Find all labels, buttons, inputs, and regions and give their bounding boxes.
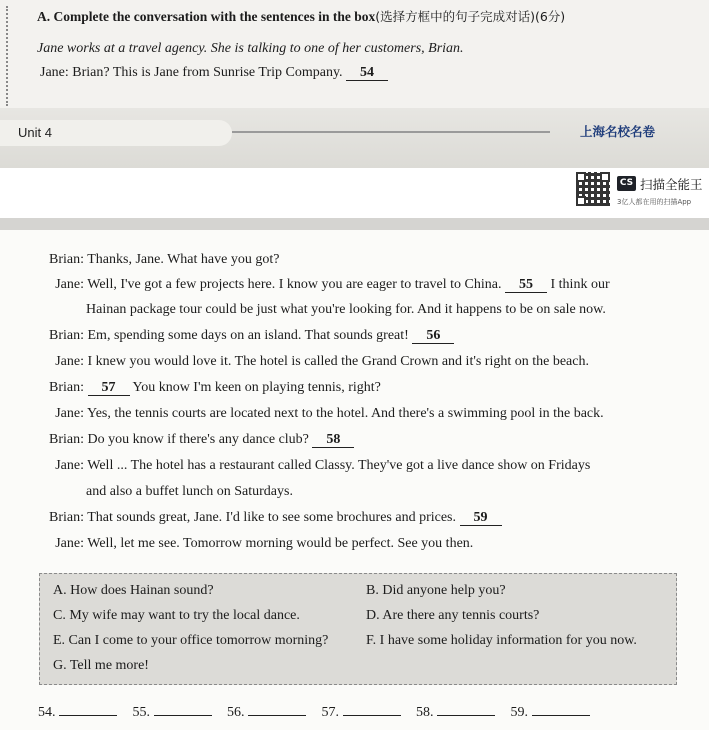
answer-55[interactable]	[133, 703, 212, 721]
scanner-name: 扫描全能王	[640, 177, 703, 192]
answer-56[interactable]	[227, 703, 306, 721]
answer-number: 58.	[416, 705, 434, 720]
dialogue-line	[36, 432, 354, 448]
blank-58[interactable]: 58	[312, 433, 354, 448]
dialogue-line	[86, 302, 606, 318]
section-title-text: A. Complete the conversation with the sentences in the box	[37, 9, 376, 24]
answer-59[interactable]	[511, 703, 590, 721]
speaker: Brian:	[49, 432, 84, 447]
line-text: Yes, the tennis courts are located next to the hotel. And there's a swimming pool in the back.	[86, 406, 604, 421]
section-title	[37, 7, 565, 25]
option-c: C. My wife may want to try the local dance.	[53, 608, 300, 623]
answer-row	[38, 703, 602, 721]
dialogue-line	[36, 380, 381, 396]
camscanner-logo-icon: CS	[617, 176, 636, 191]
dialogue-line	[36, 406, 604, 422]
dialogue-line	[36, 536, 473, 552]
speaker: Brian:	[49, 380, 84, 395]
line-text: Thanks, Jane. What have you got?	[87, 252, 280, 267]
dialogue-line-first	[40, 65, 388, 81]
speaker: Jane:	[55, 458, 84, 473]
answer-number: 56.	[227, 705, 245, 720]
blank-55[interactable]: 55	[505, 278, 547, 293]
section-title-cn: (选择方框中的句子完成对话)(6分)	[375, 9, 566, 24]
speaker: Brian:	[49, 328, 84, 343]
option-a: A. How does Hainan sound?	[53, 583, 214, 598]
answer-57[interactable]	[322, 703, 401, 721]
dialogue-line	[86, 484, 293, 500]
intro-text: Jane works at a travel agency. She is talking to one of her customers, Brian.	[37, 41, 464, 56]
speaker: Jane:	[55, 277, 84, 292]
blank-54[interactable]: 54	[346, 66, 388, 81]
dialogue-line	[36, 277, 610, 293]
answer-58[interactable]	[416, 703, 495, 721]
page-separator	[0, 218, 709, 230]
line-text: Well, I've got a few projects here. I know you are eager to travel to China.	[87, 277, 502, 292]
line-text-after: I think our	[550, 277, 610, 292]
dialogue-line	[36, 328, 454, 344]
line-text: Brian? This is Jane from Sunrise Trip Company.	[72, 65, 343, 80]
speaker: Jane:	[55, 406, 84, 421]
line-text: Do you know if there's any dance club?	[87, 432, 309, 447]
speaker: Brian:	[49, 510, 84, 525]
option-f: F. I have some holiday information for you now.	[366, 633, 637, 648]
blank-59[interactable]: 59	[460, 511, 502, 526]
option-d: D. Are there any tennis courts?	[366, 608, 540, 623]
line-text: That sounds great, Jane. I'd like to see some brochures and prices.	[87, 510, 456, 525]
blank-57[interactable]: 57	[88, 381, 130, 396]
qr-code-icon	[576, 172, 610, 206]
header-rule	[232, 131, 550, 133]
dialogue-line	[36, 354, 589, 370]
blank-56[interactable]: 56	[412, 329, 454, 344]
answer-number: 54.	[38, 705, 56, 720]
dialogue-line	[36, 458, 590, 474]
speaker: Jane:	[55, 536, 84, 551]
line-text: Em, spending some days on an island. That sounds great!	[87, 328, 409, 343]
brand-label: 上海名校名卷	[580, 124, 656, 139]
line-text-after: You know I'm keen on playing tennis, right?	[132, 380, 381, 395]
dialogue-line	[36, 252, 279, 268]
line-text: and also a buffet lunch on Saturdays.	[86, 484, 293, 499]
speaker: Jane:	[55, 354, 84, 369]
line-text: Hainan package tour could be just what you're looking for. And it happens to be on sale now.	[86, 302, 606, 317]
answer-54[interactable]	[38, 703, 117, 721]
speaker: Brian:	[49, 252, 84, 267]
binding-holes	[6, 6, 12, 106]
option-b: B. Did anyone help you?	[366, 583, 506, 598]
speaker: Jane:	[40, 65, 69, 80]
option-e: E. Can I come to your office tomorrow morning?	[53, 633, 329, 648]
scanner-subtitle: 3亿人都在用的扫描App	[617, 198, 692, 206]
line-text: Well, let me see. Tomorrow morning would be perfect. See you then.	[87, 536, 474, 551]
answer-number: 59.	[510, 705, 528, 720]
unit-label: Unit 4	[18, 125, 52, 140]
dialogue-line	[36, 510, 502, 526]
answer-number: 57.	[321, 705, 339, 720]
line-text: Well ... The hotel has a restaurant called Classy. They've got a live dance show on Fridays	[87, 458, 591, 473]
line-text: I knew you would love it. The hotel is called the Grand Crown and it's right on the beach.	[87, 354, 589, 369]
answer-number: 55.	[132, 705, 150, 720]
option-g: G. Tell me more!	[53, 658, 149, 673]
